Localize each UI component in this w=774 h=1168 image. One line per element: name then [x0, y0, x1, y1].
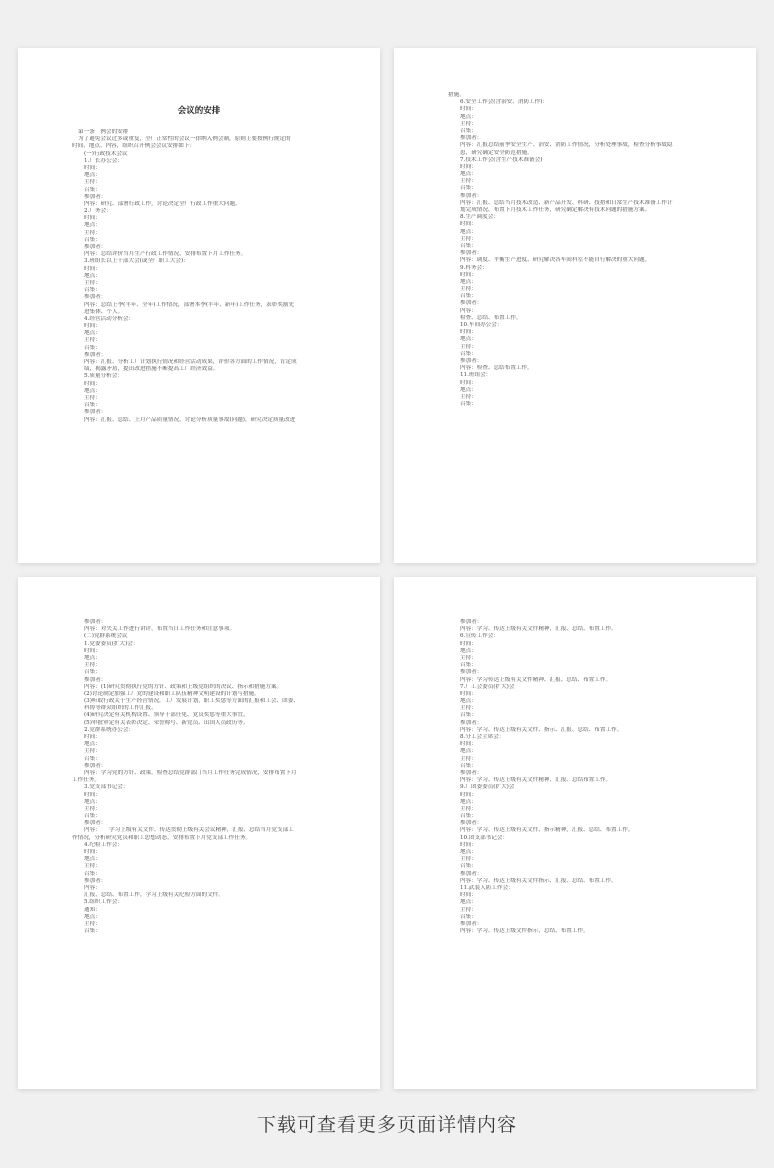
text-line: 时间：	[460, 329, 477, 336]
text-line: 召集：	[460, 242, 477, 249]
text-line: 召集：	[460, 185, 477, 192]
text-line: 召集：	[84, 928, 101, 935]
text-line: 地点：	[84, 330, 101, 337]
text-line: 主持：	[460, 343, 477, 350]
text-line: 参加者：	[460, 870, 483, 877]
page-4-text	[394, 619, 756, 935]
text-line: 内容：汇报总结前季安全生产、治安、消防工作情况，分析处理事故，检查分析事故隐	[460, 142, 673, 149]
text-line: 主持：	[84, 394, 101, 401]
text-line: 地点：	[84, 387, 101, 394]
text-line: 内容：汇报、分析工厂计划执行情况和经营活动成果，评价各方面的工作情况，肯定成	[84, 359, 297, 365]
text-line: (4)研究决定有关机构设置、领导干部任免、党员奖惩等重大事宜。	[84, 712, 249, 719]
text-line: 主持：	[460, 856, 477, 863]
text-line: 地点：	[84, 798, 101, 805]
text-line: 内容：学习、传达上级文件指示，总结、布置工作。	[460, 928, 589, 935]
text-line: 内容： 学习上级有关文件、传达贯彻上级有关会议精神，汇报、总结当月党支部工	[84, 827, 294, 834]
text-line: 参加者：	[460, 300, 483, 307]
text-line: 召集：	[84, 287, 101, 294]
text-line: 主持：	[84, 863, 101, 870]
text-line: 地点：	[460, 228, 477, 235]
text-line: 时间：	[84, 265, 101, 272]
text-line: 患，研究确定安全防范措施。	[460, 149, 533, 156]
text-line: 参加者：	[460, 357, 483, 364]
text-line: 3.班组长以上干部大会(或全厂职工大会)：	[84, 258, 189, 265]
text-line: 参加者：	[460, 669, 483, 676]
text-line: 召集：	[460, 401, 477, 408]
text-line: 参加者：	[460, 619, 483, 625]
document-title: 会议的安排	[177, 106, 221, 116]
text-line: 召集：	[84, 186, 101, 193]
text-line: 7.技术工作会(含生产技术准备会)	[460, 156, 543, 163]
text-line: 召集：	[460, 913, 477, 920]
text-line: (2)讨论制定加强工厂党的建设和职工队伍精神文明建设的计划与措施。	[84, 690, 260, 697]
text-line: 主持：	[84, 920, 101, 927]
text-line: 内容：	[460, 307, 477, 314]
text-line: 内容：学习、传达上级有关文件、指示精神，汇报、总结、布置工作。	[460, 827, 634, 834]
text-line: 召集：	[84, 870, 101, 877]
text-line: 参加者：	[460, 920, 483, 927]
text-line: 2.厂务会：	[84, 208, 112, 215]
text-line: 地点：	[84, 222, 101, 229]
text-line: 3.党支部书记会：	[84, 784, 129, 791]
text-line: 召集：	[84, 402, 101, 409]
text-line: 参加者：	[460, 135, 483, 142]
text-line: 召集：	[460, 293, 477, 300]
text-line: 地点：	[84, 272, 101, 279]
text-line: 2.党群系统办公会：	[84, 726, 135, 733]
text-line: 主持：	[460, 178, 477, 185]
text-line: 内容：学习、传达上级有关文件精神，汇报、总结、布置工作。	[460, 626, 617, 633]
text-line: 参加者：	[460, 250, 483, 257]
text-line: 1.厂长办公会：	[84, 157, 123, 164]
text-line: 时间：	[460, 379, 477, 386]
text-line: 6.宣传工作会：	[460, 633, 499, 640]
text-line: 主持：	[460, 286, 477, 293]
text-line: 时间：	[84, 215, 101, 222]
text-line: 时间：	[460, 690, 477, 697]
text-line: 措施。	[448, 92, 465, 98]
text-line: 地点：	[460, 647, 477, 654]
page-2-text	[394, 92, 756, 408]
text-line: 内容：(1)研究贯彻执行党的方针、政策和上级党组织的决议、指示和措施方案。	[84, 683, 283, 690]
text-line: 时间：	[84, 849, 101, 855]
text-line: 9.厂团委委员(扩大)会	[460, 784, 515, 791]
text-line: 7.厂工会委员(扩大)会	[460, 683, 515, 690]
text-line: 参加者：	[84, 244, 107, 250]
text-line: (5)审批审定有关表彰决定、荣誉称号、新党员、出国人员政历等。	[84, 719, 249, 726]
text-line: 主持：	[460, 654, 477, 661]
text-line: 内容：总结上季(半年、全年)工作情况，部署本季(半年、新年)工作任务，表彰奖励先	[84, 301, 295, 308]
text-line: 主持：	[84, 179, 101, 186]
text-line: 地点：	[84, 741, 101, 748]
text-line: 召集：	[460, 662, 477, 669]
text-line: 5.质量分析会：	[84, 373, 123, 380]
text-line: 参加者：	[84, 193, 107, 200]
text-line: 时间、地点、内容，组织召开例会会议安排如下：	[72, 143, 196, 150]
text-line: 主持：	[460, 805, 477, 812]
text-line: 时间：	[84, 734, 101, 740]
text-line: 召集：	[460, 863, 477, 870]
text-line: 参加者：	[460, 719, 483, 726]
document-page-2	[394, 48, 756, 563]
text-line: 召集：	[84, 344, 101, 351]
text-line: 内容：学习、传达上级有关文件、指示、汇报、总结、布置工作。	[460, 726, 623, 733]
document-page-1	[18, 48, 380, 563]
text-line: 内容：研究、部署行政工作，讨论决定全厂行政工作重大问题。	[84, 200, 241, 207]
text-line: 召集：	[84, 236, 101, 243]
text-line: 地点：	[460, 336, 477, 343]
text-line: 时间：	[84, 791, 101, 798]
text-line: 为了避免会议过多或重复，全厂正常性的会议一律纳入例会制，原则上要按例行规定的	[78, 136, 291, 143]
text-line: 参加者：	[460, 192, 483, 199]
text-line: 地点：	[460, 386, 477, 393]
text-line: 主持：	[460, 755, 477, 762]
text-line: 内容：检查、总结布置工作。	[460, 365, 533, 372]
text-line: 汇报、总结、布置工作，学习上级有关纪检方面的文件。	[84, 892, 224, 899]
text-line: 地点：	[460, 899, 477, 906]
text-line: 主持：	[460, 393, 477, 400]
text-line: 内容：学习传达上级有关文件精神、汇报、总结、布置工作。	[460, 676, 612, 683]
text-line: 主持：	[84, 279, 101, 286]
text-line: 1.党委委员(扩大)会：	[84, 640, 139, 647]
text-line: 10.团支部书记会：	[460, 834, 509, 841]
text-line: 内容：对失关工作进行讲评，布置当日工作任务和注意事项。	[84, 626, 236, 633]
text-line: 主持：	[460, 120, 477, 127]
text-line: 5.组织工作会：	[84, 899, 123, 906]
text-line: 内容：调度、平衡生产进度、研究解决各车间科室不能自行解决的重大问题。	[460, 257, 651, 264]
text-line: 参加者：	[84, 619, 107, 625]
text-line: 参加者：	[84, 294, 107, 301]
text-line: 时间：	[460, 271, 477, 278]
text-line: 地点：	[84, 913, 101, 920]
text-line: 地点：	[460, 171, 477, 178]
text-line: 11.班组会：	[460, 372, 492, 379]
text-line: 进集体、个人。	[84, 308, 124, 315]
text-line: 第一条 例会的安排	[78, 129, 129, 135]
text-line: 地点：	[460, 278, 477, 285]
text-line: 工作任务。	[72, 777, 100, 784]
text-line: 作情况，分析研究党员和职工思想动态，安排布置下月党支部工作任务。	[72, 834, 252, 841]
text-line: 科协等群众组织的工作汇报。	[84, 705, 157, 712]
text-line: 4.纪检工作会：	[84, 841, 123, 848]
download-more-caption: 下载可查看更多页面详情内容	[256, 1114, 517, 1136]
text-line: 主持：	[84, 337, 101, 344]
text-line: 参加者：	[84, 877, 107, 884]
text-line: 地点：	[84, 172, 101, 179]
text-line: 地点：	[460, 698, 477, 705]
text-line: 内容：总结评价当月生产行政工作情况，安排布置下月工作任务。	[84, 251, 247, 258]
text-line: 召集：	[84, 813, 101, 820]
text-line: 8.生产调度会：	[460, 214, 499, 221]
text-line: 地点：	[460, 113, 477, 120]
page-1-text	[18, 129, 380, 424]
text-line: 召集：	[460, 127, 477, 134]
text-line: 主持：	[84, 229, 101, 236]
text-line: 10.车间办公会：	[460, 322, 503, 328]
text-line: 参加者：	[84, 676, 107, 683]
document-page-4	[394, 577, 756, 1089]
text-line: (二)党群系统会议	[84, 633, 128, 640]
text-line: 时间：	[84, 323, 101, 330]
text-line: 主持：	[84, 748, 101, 755]
text-line: 参加者：	[84, 762, 107, 769]
text-line: 时间：	[460, 221, 477, 228]
text-line: 9.科务会：	[460, 264, 488, 271]
text-line: 主持：	[460, 235, 477, 242]
text-line: 检查、总结、布置工作。	[460, 314, 522, 321]
text-line: 时间：	[460, 841, 477, 848]
text-line: 地点：	[460, 849, 477, 855]
text-line: 内容：汇报、总结当月技术改造、新产品开发、科研、技措和日常生产技术准备工作计	[460, 199, 673, 206]
text-line: 通知：	[84, 906, 101, 913]
text-line: 召集：	[460, 350, 477, 357]
text-line: 6.安全工作会(含治安、消防工作)：	[460, 99, 549, 106]
text-line: 时间：	[460, 640, 477, 647]
text-line: 主持：	[460, 906, 477, 913]
text-line: (3)听取行政关于生产经营情况，工厂发展计划，职工奖惩等方面的汇报和工会、团委、	[84, 698, 299, 705]
text-line: 参加者：	[84, 409, 107, 416]
text-line: 内容：学习、传达上级有关文件指示、汇报、总结、布置工作。	[460, 877, 617, 884]
text-line: 参加者：	[460, 820, 483, 827]
text-line: 时间：	[460, 163, 477, 170]
text-line: 内容：学习党的方针、政策，检查总结党群部门当月工作任务完成情况，安排布置下月	[84, 769, 297, 776]
text-line: 内容：汇报、总结、上月产品质量情况，讨论分析质量事故(问题)，研究决定质量改进	[84, 416, 296, 423]
text-line: 地点：	[84, 856, 101, 863]
text-line: 时间：	[460, 892, 477, 899]
text-line: 主持：	[84, 805, 101, 812]
text-line: 召集：	[460, 762, 477, 769]
text-line: 4.经营活动分析会：	[84, 315, 135, 322]
text-line: 时间：	[84, 380, 101, 387]
text-line: 时间：	[460, 741, 477, 748]
text-line: 参加者：	[84, 820, 107, 827]
text-line: 时间：	[460, 791, 477, 798]
text-line: 时间：	[460, 106, 477, 113]
text-line: 地点：	[460, 748, 477, 755]
text-line: 参加者：	[84, 351, 107, 358]
text-line: (一)行政技术会议	[84, 150, 128, 157]
text-line: 地点：	[84, 654, 101, 661]
text-line: 召集：	[84, 669, 101, 676]
text-line: 召集：	[84, 755, 101, 762]
text-line: 内容：	[84, 884, 101, 891]
text-line: 内容：学习、传达上级有关文件精神、汇报、总结布置工作。	[460, 777, 612, 784]
text-line: 主持：	[84, 662, 101, 669]
page-3-text	[18, 619, 380, 935]
text-line: 划完成情况，布置下月技术工作任务，研究确定解决有技术问题的措施方案。	[460, 207, 651, 213]
text-line: 8.分工会主席会：	[460, 734, 505, 740]
text-line: 时间：	[84, 164, 101, 171]
text-line: 主持：	[460, 705, 477, 712]
text-line: 参加者：	[460, 769, 483, 776]
document-page-3	[18, 577, 380, 1089]
text-line: 召集：	[460, 813, 477, 820]
text-line: 时间：	[84, 647, 101, 654]
text-line: 11.武装人防工作会：	[460, 884, 514, 891]
text-line: 召集：	[460, 712, 477, 719]
text-line: 绩，揭露矛盾，提出改进措施不断提高工厂经济效益。	[84, 366, 219, 373]
text-line: 地点：	[460, 798, 477, 805]
